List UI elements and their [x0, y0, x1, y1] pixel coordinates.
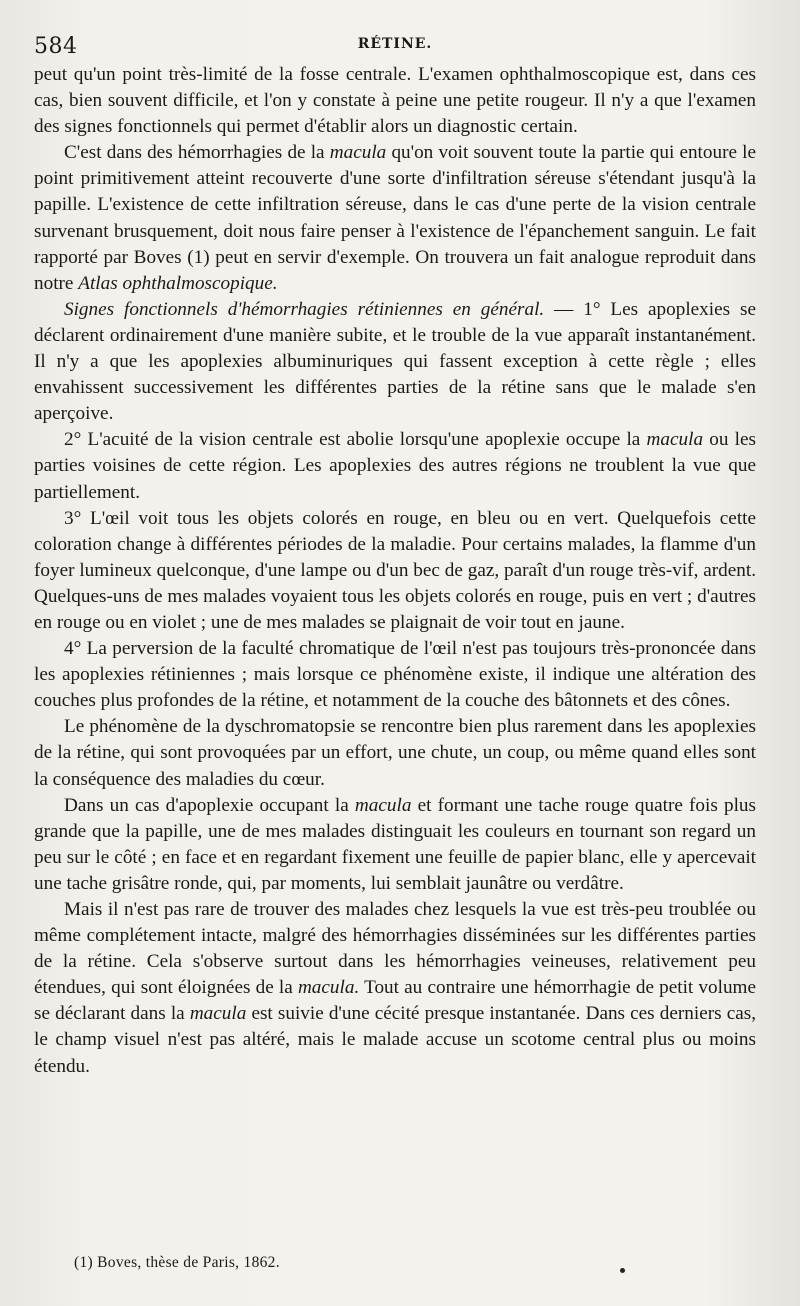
text-run: 3° L'œil voit tous les objets colorés en rouge, en bleu ou en vert. Quelquefois cette coloration change à différentes périodes de la maladie. Pour certains malades, la flamme d'un foyer lumineux quelconque, d'une lampe ou d'un bec de gaz, paraît d'un rouge très-vif, ardent. Quelques-uns de mes malades voyaient tous les objets colorés en rouge, puis en vert ; d'autres en rouge ou en violet ; une de mes malades se plaignait de voir tout en jaune.	[34, 507, 756, 633]
italic-text: macula	[189, 1003, 247, 1025]
italic-text: macula	[329, 142, 387, 164]
paragraph	[34, 897, 756, 1080]
running-head	[34, 28, 756, 62]
text-run: et formant une tache rouge quatre fois plus grande que la papille, une de mes malades distinguait les couleurs en tournant son regard un peu sur le côté ; en face et en regardant fixement une feuille de papier blanc, elle y apercevait une tache grisâtre ronde, qui, par moments, lui semblait jaunâtre ou verdâtre.	[34, 794, 756, 894]
paragraph	[34, 506, 756, 636]
text-run: peut qu'un point très-limité de la fosse centrale. L'examen ophthalmoscopique est, dans ces cas, bien souvent difficile, et l'on y constate à peine une petite rougeur. Il n'y a que l'examen des signes fonctionnels qui permet d'établir alors un diagnostic certain.	[34, 64, 756, 138]
text-run: Le phénomène de la dyschromatopsie se rencontre bien plus rarement dans les apoplexies de la rétine, qui sont provoquées par un effort, une chute, un coup, ou même quand elles sont la conséquence des maladies du cœur.	[34, 716, 756, 790]
italic-text: macula	[354, 794, 412, 816]
italic-text: Atlas ophthalmoscopique.	[78, 272, 278, 294]
text-run: Tout au contraire une hémorrhagie de petit volume se déclarant dans la	[34, 977, 756, 1025]
italic-text: Signes fonctionnels d'hémorrhagies rétiniennes en général.	[64, 298, 545, 320]
paragraph	[34, 714, 756, 792]
paragraph	[34, 140, 756, 297]
paragraph	[34, 62, 756, 140]
text-run: — 1° Les apoplexies se déclarent ordinairement d'une manière subite, et le trouble de la vue apparaît instantanément. Il n'y a que les apoplexies albuminuriques qui fassent exception à cette règle ; elles envahissent successivement les différentes parties de la rétine sans que le malade s'en aperçoive.	[34, 298, 756, 425]
text-run: 4° La perversion de la faculté chromatique de l'œil n'est pas toujours très-prononcée dans les apoplexies rétiniennes ; mais lorsque ce phénomène existe, il indique une altération des couches plus profondes de la rétine, et notamment de la couche des bâtonnets et des cônes.	[34, 638, 756, 712]
ink-speck	[620, 1268, 625, 1273]
footnote: (1) Boves, thèse de Paris, 1862.	[74, 1254, 280, 1271]
italic-text: macula.	[297, 977, 360, 999]
italic-text: macula	[646, 429, 704, 451]
text-run: 2° L'acuité de la vision centrale est abolie lorsqu'une apoplexie occupe la	[64, 429, 647, 451]
text-run: qu'on voit souvent toute la partie qui entoure le point primitivement atteint recouverte d'une sorte d'infiltration séreuse s'étendant jusqu'à la papille. L'existence de cette infiltration séreuse, dans le cas d'une perte de la vision centrale survenant brusquement, doit nous faire penser à l'existence de l'épanchement sanguin. Le fait rapporté par Boves (1) peut en servir d'exemple. On trouvera un fait analogue reproduit dans notre	[34, 142, 757, 294]
paragraph	[34, 636, 756, 714]
text-run: Mais il n'est pas rare de trouver des malades chez lesquels la vue est très-peu troublée ou même complétement intacte, malgré des hémorrhagies disséminées sur les différentes parties de la rétine. Cela s'observe surtout dans les hémorrhagies veineuses, relativement peu étendues, qui sont éloignées de la	[34, 899, 756, 999]
paragraph	[34, 427, 756, 505]
running-title: RÉTINE.	[357, 36, 433, 52]
text-run: ou les parties voisines de cette région. Les apoplexies des autres régions ne troublent la vue que partiellement.	[34, 429, 756, 503]
text-run: Dans un cas d'apoplexie occupant la	[64, 794, 355, 816]
paragraph	[34, 297, 756, 427]
body-text	[34, 62, 756, 1080]
text-run: est suivie d'une cécité presque instantanée. Dans ces derniers cas, le champ visuel n'est pas altéré, mais le malade accuse un scotome central plus ou moins étendu.	[34, 1003, 756, 1077]
page-number: 584	[34, 34, 78, 59]
text-run: C'est dans des hémorrhagies de la	[64, 142, 330, 164]
paragraph	[34, 793, 756, 897]
